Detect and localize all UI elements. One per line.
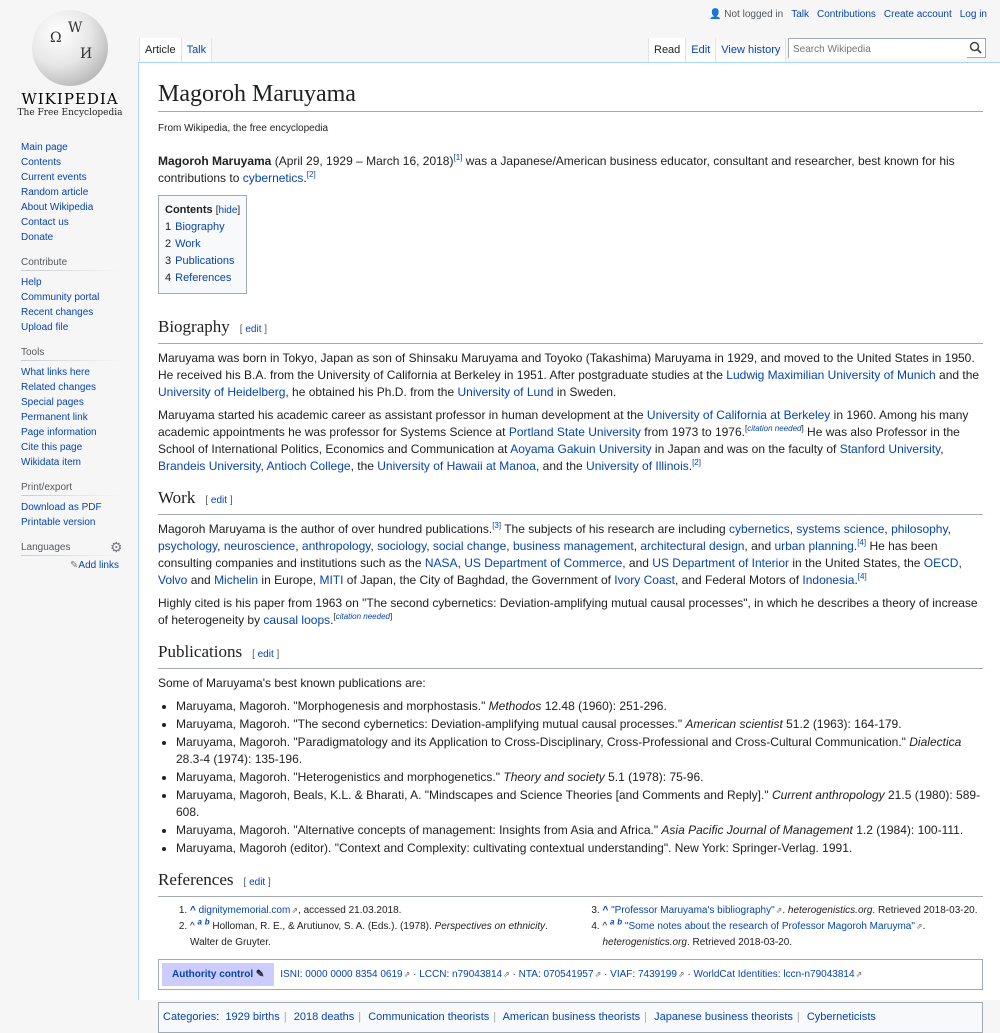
org-link[interactable]: Indonesia [802,573,855,587]
toc-link-work[interactable]: Work [175,238,201,250]
gear-icon[interactable]: ⚙ [110,539,123,555]
org-link[interactable]: Ivory Coast [614,573,675,587]
search-input[interactable] [789,41,967,59]
section-title: Work [158,488,196,507]
pub-text: Maruyama, Magoroh. "Alternative concepts of management: Insights from Asia and Africa." [176,823,662,837]
backlink[interactable]: a [197,917,202,927]
section-edit[interactable]: [ edit ] [239,324,268,335]
topic-link[interactable]: business management [512,539,634,553]
tab-article[interactable]: Article [139,38,181,63]
topic-link[interactable]: psychology [158,539,218,553]
pub-journal: Current anthropology [771,788,885,802]
toc-title-label: Contents [165,204,213,216]
topic-link[interactable]: systems science [796,522,885,536]
portal-heading: Tools [21,347,121,361]
pub-text: Maruyama, Magoroh. "Heterogenistics and morphogenetics." [176,770,504,784]
namespace-tabs [139,38,212,63]
languages-portal [21,539,138,571]
citation-ref[interactable]: [4] [857,538,867,547]
pencil-icon: ✎ [70,560,79,571]
sidebar-item-about[interactable]: About Wikipedia [21,202,94,213]
sidebar-item-wikidata[interactable]: Wikidata item [21,457,82,468]
sidebar-item-download-pdf[interactable]: Download as PDF [21,502,102,513]
cybernetics-link[interactable]: cybernetics [242,171,304,185]
list-item [176,769,983,786]
org-link[interactable]: US Department of Commerce [464,556,623,570]
citation-needed-link[interactable]: citation needed [335,612,390,621]
section-heading-biography [158,316,983,344]
citation-needed-link[interactable]: citation needed [747,424,802,433]
pub-text: Maruyama, Magoroh, Beals, K.L. & Bharati, A. "Mindscapes and Science Theories [and Comments and Reply]." [176,788,772,802]
authority-key[interactable]: ISNI [280,969,300,980]
sidebar [0,140,138,583]
categories-label[interactable]: Categories [163,1011,217,1023]
backlink[interactable]: b [204,917,210,927]
stanford-link[interactable]: Stanford University [839,442,941,456]
toc-number: 4 [165,272,172,284]
toc-item[interactable] [165,236,240,253]
list-item [176,734,983,768]
references-column [158,903,571,951]
tab-view-history[interactable]: View history [715,38,786,63]
citation-needed[interactable]: [citation needed] [333,612,393,621]
external-link[interactable]: "Some notes about the research of Professor Magoroh Maruyma" ⇗ [625,921,923,932]
authority-value[interactable]: 7439199 ⇗ [638,969,685,980]
user-icon: 👤 [709,9,722,20]
references-list [158,903,983,951]
toc-link-references[interactable]: References [175,272,232,284]
authority-value[interactable]: 070541957 ⇗ [544,969,602,980]
tagline: The Free Encyclopedia [17,108,123,118]
lead-text: was a Japanese/American business educator, consultant and researcher, best known for his contributions to [158,154,955,185]
topic-link[interactable]: social change [432,539,507,553]
illinois-link[interactable]: University of Illinois [586,459,689,473]
org-link[interactable]: US Department of Interior [652,556,790,570]
sidebar-item-current-events[interactable]: Current events [21,172,87,183]
publications-list [158,698,983,857]
sidebar-item-special-pages[interactable]: Special pages [21,397,84,408]
sidebar-item-contact[interactable]: Contact us [21,217,69,228]
backlink[interactable]: b [617,917,623,927]
backlink[interactable]: ^ [602,905,609,916]
section-heading-references [158,869,983,897]
category-link[interactable]: 1929 births [225,1011,280,1023]
references-column [571,903,984,951]
org-link[interactable]: Volvo [158,573,188,587]
paragraph: Maruyama was born in Tokyo, Japan as son of Shinsaku Maruyama and Toyoko (Takashima) Maruyama in 1929, and moved to the United States in 1950. He received his B.A. from the University of California at Berkeley in 1951. After postgraduate studies at the Ludwig Maximilian University of Munich and the University of Heidelberg, he obtained his Ph.D. from the University of Lund in Sweden. [158,351,980,399]
personal-tools [709,9,987,20]
causal-loops-link[interactable]: causal loops [263,613,331,627]
reference-item: 3. ^ "Professor Maruyama's bibliography" ⇗ . heterogenistics.org. Retrieved 2018-03-20. [603,903,984,919]
sidebar-item-main-page[interactable]: Main page [21,142,68,153]
reference-item: 2. ^ $^a$ $^b$ Holloman, R. E., & Arutiunov, S. A. (Eds.). (1978). Perspectives on ethnicity. Walter de Gruyter. [190,919,571,951]
sidebar-item-community-portal[interactable]: Community portal [21,292,100,303]
section-title: Biography [158,317,230,336]
authority-control-link[interactable]: Authority control [172,969,254,980]
authority-item: LCCN: n79043814 ⇗ · [419,966,516,983]
globe-glyph: И [80,46,93,62]
pub-ref: 5.1 (1978): 75-96. [604,770,704,784]
paragraph: Magoroh Maruyama is the author of over hundred publications.[3] The subjects of his research are including cybernetics, systems science, philosophy, psychology, neuroscience, anthropology, sociology, social change, business management, architectural design, and urban planning.[4] He has been consulting companies and institutions such as the NASA, US Department of Commerce, and US Department of Interior in the United States, the OECD, Volvo and Michelin in Europe, MITI of Japan, the City of Baghdad, the Government of Ivory Coast, and Federal Motors of Indonesia.[4] [158,521,962,587]
contribute-portal [21,257,138,335]
antioch-link[interactable]: Antioch College [266,459,351,473]
not-logged-in [709,9,783,20]
tools-portal [21,347,138,470]
authority-value[interactable]: lccn-n79043814 ⇗ [783,969,862,980]
toc-item[interactable] [165,270,240,287]
sidebar-item-donate[interactable]: Donate [21,232,54,243]
pub-text: Maruyama, Magoroh. "Morphogenesis and morphostasis." [176,699,489,713]
sidebar-item-related-changes[interactable]: Related changes [21,382,97,393]
heidelberg-link[interactable]: University of Heidelberg [158,385,286,399]
globe-glyph: Ω [50,30,62,46]
article-body [158,81,983,1033]
puzzle-globe-icon [32,10,108,86]
authority-item: WorldCat Identities: lccn-n79043814 ⇗ [693,966,862,983]
sidebar-item-recent-changes[interactable]: Recent changes [21,307,94,318]
content-area [138,62,1000,1023]
add-links-link[interactable]: Add links [78,560,119,571]
aoyama-link[interactable]: Aoyama Gakuin University [510,442,652,456]
category-link[interactable]: Communication theorists [368,1011,490,1023]
toc-link-publications[interactable]: Publications [175,255,235,267]
sidebar-item-contents[interactable]: Contents [21,157,62,168]
tab-read[interactable]: Read [648,38,685,63]
lead-paragraph: Magoroh Maruyama (April 29, 1929 – March 16, 2018)[1] was a Japanese/American business educator, consultant and researcher, best known for his contributions to cybernetics.[2] [158,153,955,185]
org-link[interactable]: NASA [424,556,458,570]
search-box [788,38,986,58]
external-link[interactable]: dignitymemorial.com ⇗ [199,905,298,916]
section-edit[interactable]: [ edit ] [205,495,233,506]
print-portal [21,482,138,530]
edit-link[interactable]: edit [249,877,266,888]
sidebar-item-page-information[interactable]: Page information [21,427,97,438]
paragraph: Highly cited is his paper from 1963 on "The second cybernetics: Deviation-amplifying mutual causal processes", in which he describes a theory of increase of heterogeneity by causal loops.[citation needed] [158,596,978,627]
authority-key[interactable]: LCCN [419,969,447,980]
pub-text: Maruyama, Magoroh. "Paradigmatology and its Application to Cross-Disciplinary, Cross-Professional and Cross-Cultural Communication." [176,735,910,749]
pub-journal: American scientist [685,717,783,731]
toc-title [165,202,240,219]
org-link[interactable]: Michelin [214,573,259,587]
topic-link[interactable]: neuroscience [223,539,296,553]
citation-ref[interactable]: [1] [453,153,463,162]
pub-ref: 12.48 (1960): 251-296. [541,699,667,713]
wikipedia-logo[interactable] [15,10,125,125]
authority-key[interactable]: VIAF [610,969,633,980]
globe-glyph: W [68,20,83,36]
toc-number: 1 [165,221,172,233]
backlink[interactable]: ^ [190,905,196,916]
section-title: References [158,870,234,889]
citation-ref[interactable]: [2] [692,458,701,467]
berkeley-link[interactable]: University of California at Berkeley [646,408,831,422]
list-item [176,698,983,715]
sidebar-item-permanent-link[interactable]: Permanent link [21,412,88,423]
page-title: Magoroh Maruyama [158,81,983,112]
category-link[interactable]: Cyberneticists [806,1011,876,1023]
authority-control-label[interactable] [162,963,274,986]
authority-item: VIAF: 7439199 ⇗ · [610,966,691,983]
search-icon[interactable] [969,41,982,54]
pub-journal: Asia Pacific Journal of Management [661,823,853,837]
paragraph: Maruyama started his academic career as assistant professor in human development at the University of California at Berkeley in 1960. Among his many academic appointments he was professor for Systems Science at Portland State University from 1973 to 1976.[citation needed] He was also Professor in the School of International Politics, Economics and Communication at Aoyama Gakuin University in Japan and was on the faculty of Stanford University, Brandeis University, Antioch College, the University of Hawaii at Manoa, and the University of Illinois.[2] [158,408,969,473]
section-edit[interactable]: [ edit ] [243,877,271,888]
authority-key[interactable]: WorldCat Identities [693,969,778,980]
category-link[interactable]: Japanese business theorists [654,1011,793,1023]
authority-key[interactable]: NTA [518,969,538,980]
authority-value[interactable]: 0000 0000 8354 0619 ⇗ [305,969,410,980]
portal-heading: Languages [21,542,121,556]
authority-value[interactable]: n79043814 ⇗ [452,969,510,980]
org-link[interactable]: MITI [319,573,344,587]
nav-portal [21,140,138,245]
contributions-link[interactable]: Contributions [817,9,876,20]
portal-heading: Print/export [21,482,121,496]
pub-text: Maruyama, Magoroh. "The second cybernetics: Deviation-amplifying mutual causal processes." [176,717,686,731]
list-item [176,716,983,733]
org-link[interactable]: OECD [923,556,959,570]
pub-ref: 21.5 (1980): 589-608. [176,788,981,819]
sidebar-item-printable[interactable]: Printable version [21,517,96,528]
lmu-link[interactable]: Ludwig Maximilian University of Munich [726,368,936,382]
section-edit[interactable]: [ edit ] [252,649,280,660]
list-item [176,840,983,857]
sidebar-item-help[interactable]: Help [21,277,42,288]
edit-link[interactable]: edit [257,649,274,660]
tab-talk[interactable]: Talk [181,38,213,63]
topic-link[interactable]: philosophy [891,522,948,536]
create-account-link[interactable]: Create account [883,9,952,20]
topic-link[interactable]: cybernetics [729,522,790,536]
edit-link[interactable]: edit [245,324,262,335]
portal-heading: Contribute [21,257,121,271]
section-heading-publications [158,641,983,669]
list-item [176,787,983,821]
backlink[interactable]: a [609,917,615,927]
view-tabs [648,38,786,63]
list-item [176,822,983,839]
lund-link[interactable]: University of Lund [457,385,554,399]
reference-item: 4. ^ $^a$ $^b$ "Some notes about the research of Professor Magoroh Maruyma" ⇗ . heterogenistics.org. Retrieved 2018-03-20. [603,919,984,951]
citation-needed[interactable]: [citation needed] [744,424,804,433]
authority-control [158,959,983,990]
category-links: Categories: 1929 births | 2018 deaths | Communication theorists | American business theorists | Japanese business theorists | Cyberneticists [158,1002,983,1033]
citation-ref[interactable]: [3] [492,521,502,530]
pencil-icon[interactable]: ✎ [255,969,265,980]
publications-intro: Some of Maruyama's best known publications are: [158,676,426,690]
citation-ref[interactable]: [4] [857,572,867,581]
sidebar-item-what-links-here[interactable]: What links here [21,367,90,378]
login-link[interactable]: Log in [959,9,987,20]
wordmark: WIKIPEDIA [21,90,119,108]
lead-dates: (April 29, 1929 – March 16, 2018) [274,154,454,168]
pub-ref: 51.2 (1963): 164-179. [782,717,902,731]
table-of-contents [158,195,247,294]
pub-journal: Methodos [488,699,542,713]
toc-hide-toggle[interactable]: [hide] [215,205,241,216]
pub-journal: Theory and society [503,770,605,784]
authority-item: NTA: 070541957 ⇗ · [519,966,608,983]
toc-number: 2 [165,238,172,250]
edit-link[interactable]: edit [210,495,228,506]
sidebar-item-random-article[interactable]: Random article [21,187,89,198]
tab-edit[interactable]: Edit [685,38,715,63]
category-link[interactable]: 2018 deaths [293,1011,355,1023]
authority-item: ISNI: 0000 0000 8354 0619 ⇗ · [280,966,416,983]
toc-link-biography[interactable]: Biography [175,221,225,233]
sidebar-item-upload-file[interactable]: Upload file [21,322,69,333]
pub-ref: 1.2 (1984): 100-111. [852,823,964,837]
topic-link[interactable]: urban planning [774,539,854,553]
pub-text: Maruyama, Magoroh (editor). "Context and Complexity: cultivating contextual understanding". New York: Springer-Verlag. 1991. [176,841,853,855]
section-heading-work [158,487,983,515]
category-link[interactable]: American business theorists [502,1011,641,1023]
portland-link[interactable]: Portland State University [508,425,641,439]
toc-item[interactable] [165,219,240,236]
pub-ref: 28.3-4 (1974): 135-196. [176,752,303,766]
toc-item[interactable] [165,253,240,270]
section-title: Publications [158,642,243,661]
pub-journal: Dialectica [909,735,962,749]
topic-link[interactable]: sociology [377,539,427,553]
topic-link[interactable]: anthropology [301,539,371,553]
talk-link[interactable]: Talk [791,9,809,20]
lead-name: Magoroh Maruyama [158,154,272,168]
not-logged-in-label: Not logged in [724,9,784,20]
site-subtitle: From Wikipedia, the free encyclopedia [158,123,329,134]
hawaii-link[interactable]: University of Hawaii at Manoa [377,459,536,473]
sidebar-item-cite[interactable]: Cite this page [21,442,83,453]
external-link[interactable]: "Professor Maruyama's bibliography" ⇗ [611,905,782,916]
toc-hide-link[interactable]: hide [218,205,238,216]
reference-item: 1. ^ dignitymemorial.com ⇗ , accessed 21.03.2018. [190,903,571,919]
toc-number: 3 [165,255,172,267]
citation-ref[interactable]: [2] [306,170,316,179]
topic-link[interactable]: architectural design [640,539,745,553]
brandeis-link[interactable]: Brandeis University [158,459,261,473]
